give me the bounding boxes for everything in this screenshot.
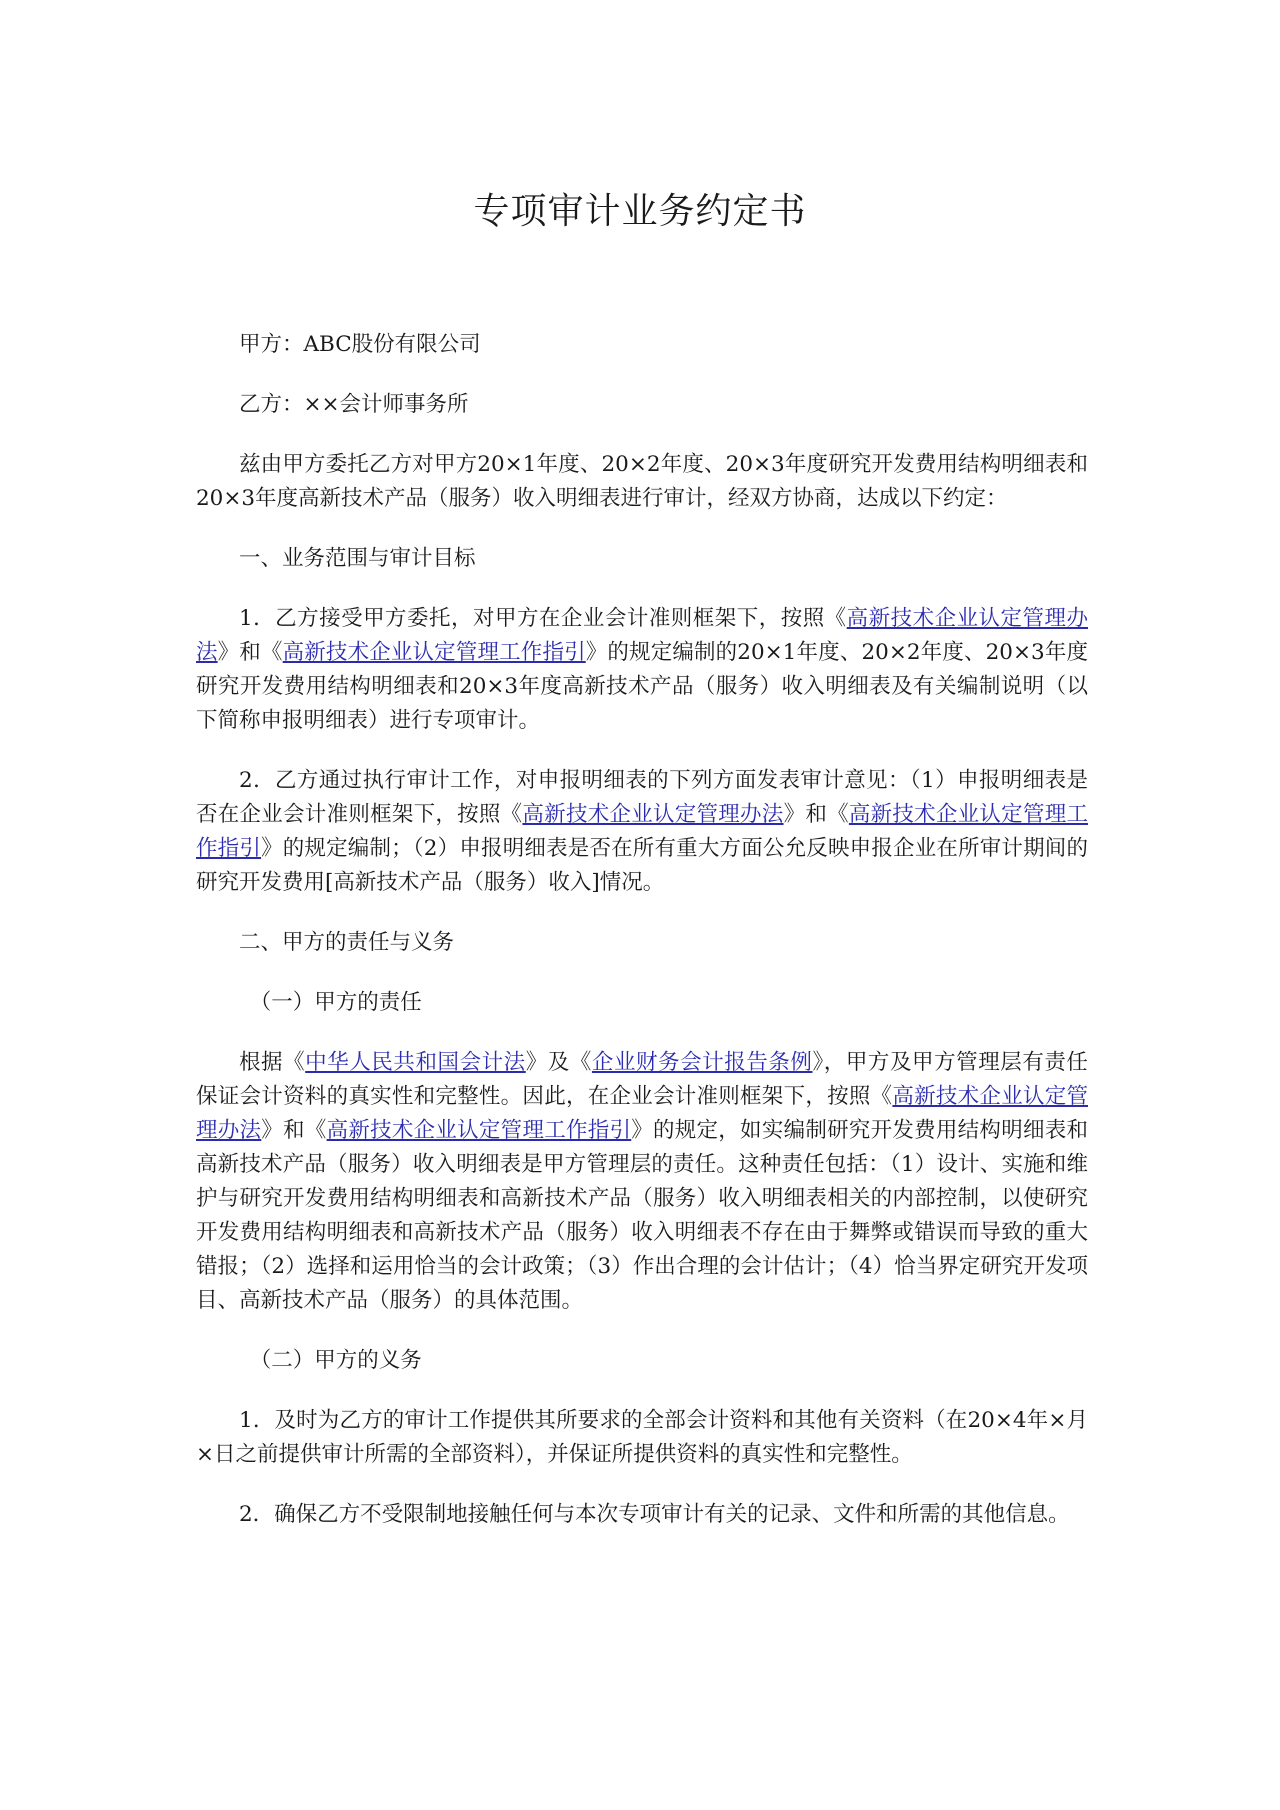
section2-sub1-heading: （一）甲方的责任 (249, 990, 422, 1015)
text-segment: 》，甲方及甲方管理层有责任保证会计资料的真实性和完整性。因此，在企业会计准则框架下，按照《 (196, 1050, 1088, 1109)
text-segment: 》及《 (525, 1050, 592, 1075)
text-segment: 1．乙方接受甲方委托，对甲方在企业会计准则框架下，按照《 (239, 606, 847, 631)
section1-item1 (196, 602, 1088, 738)
obligation-2: 2．确保乙方不受限制地接触任何与本次专项审计有关的记录、文件和所需的其他信息。 (239, 1502, 1070, 1527)
responsibility-paragraph (196, 1046, 1088, 1318)
party-a: 甲方：ABC股份有限公司 (239, 332, 481, 357)
section1-item2 (196, 764, 1088, 900)
text-segment: 2．乙方通过执行审计工作，对申报明细表的下列方面发表审计意见：（1）申报明细表是否在企业会计准则框架下，按照《 (196, 768, 1088, 827)
document-title: 专项审计业务约定书 (473, 191, 807, 232)
section1-heading: 一、业务范围与审计目标 (239, 546, 476, 571)
link-high-tech-measures[interactable]: 高新技术企业认定管理办法 (196, 1084, 1088, 1143)
link-high-tech-measures[interactable]: 高新技术企业认定管理办法 (196, 606, 1088, 665)
text-segment: 》的规定编制；（2）申报明细表是否在所有重大方面公允反映申报企业在所审计期间的研究开发费用[高新技术产品（服务）收入]情况。 (196, 836, 1088, 895)
link-high-tech-guidelines[interactable]: 高新技术企业认定管理工作指引 (326, 1118, 632, 1143)
section2-sub2-heading: （二）甲方的义务 (249, 1348, 422, 1373)
section2-heading: 二、甲方的责任与义务 (239, 930, 455, 955)
text-segment: 》和《 (261, 1118, 327, 1143)
text-segment: 》和《 (783, 802, 849, 827)
document-body (196, 328, 1088, 1558)
link-financial-report-regulations[interactable]: 企业财务会计报告条例 (591, 1050, 813, 1075)
link-high-tech-guidelines[interactable]: 高新技术企业认定管理工作指引 (196, 802, 1088, 861)
obligation-1: 1．及时为乙方的审计工作提供其所要求的全部会计资料和其他有关资料（在20×4年×月×日之前提供审计所需的全部资料），并保证所提供资料的真实性和完整性。 (196, 1408, 1088, 1467)
intro-paragraph: 兹由甲方委托乙方对甲方20×1年度、20×2年度、20×3年度研究开发费用结构明细表和20×3年度高新技术产品（服务）收入明细表进行审计，经双方协商，达成以下约定： (196, 452, 1088, 511)
link-high-tech-guidelines[interactable]: 高新技术企业认定管理工作指引 (282, 640, 586, 665)
text-segment: 》的规定，如实编制研究开发费用结构明细表和高新技术产品（服务）收入明细表是甲方管理层的责任。这种责任包括：（1）设计、实施和维护与研究开发费用结构明细表和高新技术产品（服务）收入明细表相关的内部控制，以使研究开发费用结构明细表和高新技术产品（服务）收入明细表不存在由于舞弊或错误而导致的重大错报；（2）选择和运用恰当的会计政策；（3）作出合理的会计估计；（4）恰当界定研究开发项目、高新技术产品（服务）的具体范围。 (196, 1118, 1088, 1313)
text-segment: 》和《 (217, 640, 283, 665)
text-segment: 根据《 (239, 1050, 306, 1075)
party-b: 乙方：××会计师事务所 (239, 392, 469, 417)
link-high-tech-measures[interactable]: 高新技术企业认定管理办法 (522, 802, 784, 827)
link-accounting-law[interactable]: 中华人民共和国会计法 (305, 1050, 526, 1075)
text-segment: 》的规定编制的20×1年度、20×2年度、20×3年度研究开发费用结构明细表和20×3年度高新技术产品（服务）收入明细表及有关编制说明（以下简称申报明细表）进行专项审计。 (196, 640, 1088, 733)
